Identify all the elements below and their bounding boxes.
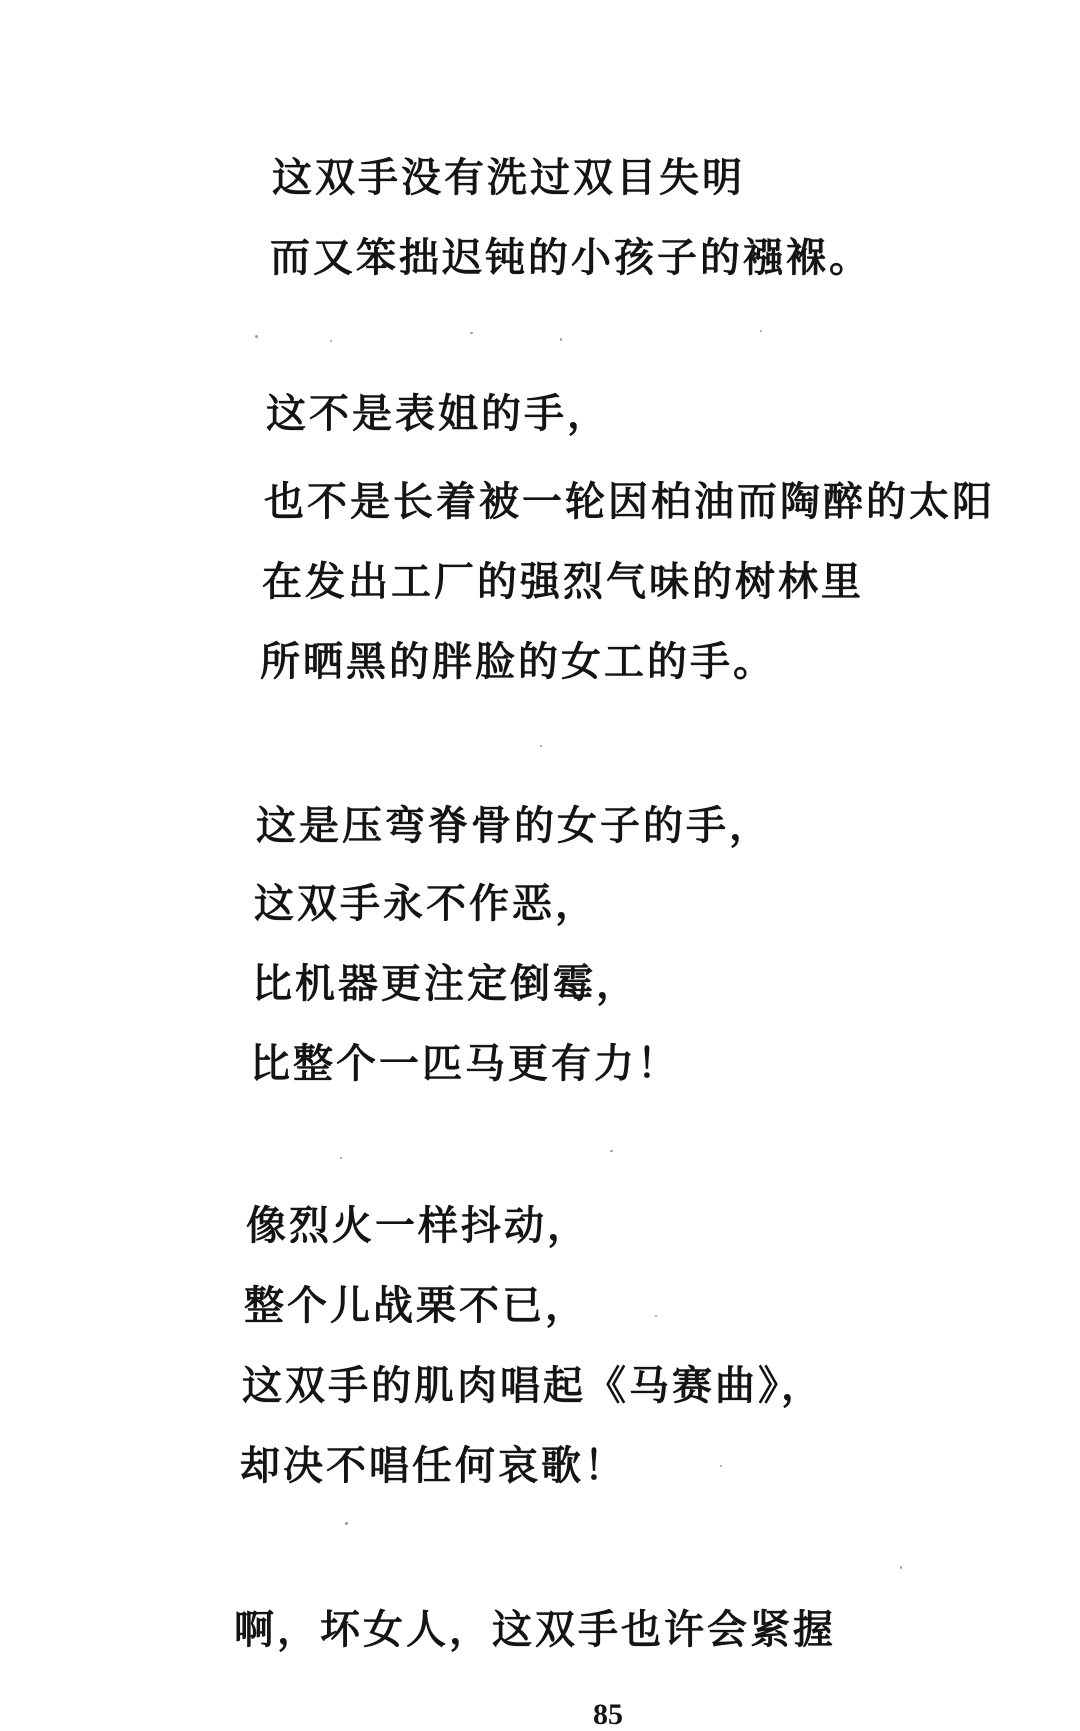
poem-line: 而又笨拙迟钝的小孩子的襁褓。 — [270, 234, 872, 281]
scan-speck — [255, 335, 258, 338]
poem-line: 却决不唱任何哀歌！ — [240, 1442, 627, 1489]
scan-speck — [330, 340, 332, 342]
poem-line: 像烈火一样抖动， — [246, 1202, 590, 1249]
scan-speck — [340, 1157, 342, 1159]
scan-speck — [655, 1315, 657, 1317]
scan-speck — [470, 332, 473, 334]
poem-line: 比机器更注定倒霉， — [252, 960, 639, 1007]
scan-speck — [560, 338, 562, 341]
scan-speck — [900, 1566, 902, 1569]
poem-line: 这双手永不作恶， — [254, 880, 598, 927]
scan-speck — [540, 745, 542, 747]
poem-line: 所晒黑的胖脸的女工的手。 — [260, 638, 776, 685]
scan-speck — [610, 1150, 613, 1152]
page-number: 85 — [593, 1698, 623, 1731]
poem-line: 比整个一匹马更有力！ — [250, 1040, 680, 1087]
poem-line: 啊，坏女人，这双手也许会紧握 — [234, 1606, 836, 1653]
poem-line: 整个儿战栗不已， — [244, 1282, 588, 1329]
poem-line: 这不是表姐的手， — [266, 390, 610, 437]
poem-line: 这双手的肌肉唱起《马赛曲》， — [242, 1362, 824, 1409]
poem-line: 也不是长着被一轮因柏油而陶醉的太阳 — [264, 478, 995, 525]
scan-speck — [760, 330, 762, 332]
poem-line: 在发出工厂的强烈气味的树林里 — [262, 558, 864, 605]
scan-speck — [345, 1522, 348, 1525]
scan-speck — [720, 1465, 722, 1467]
poem-line: 这是压弯脊骨的女子的手， — [256, 802, 772, 849]
poem-line: 这双手没有洗过双目失明 — [272, 154, 745, 201]
